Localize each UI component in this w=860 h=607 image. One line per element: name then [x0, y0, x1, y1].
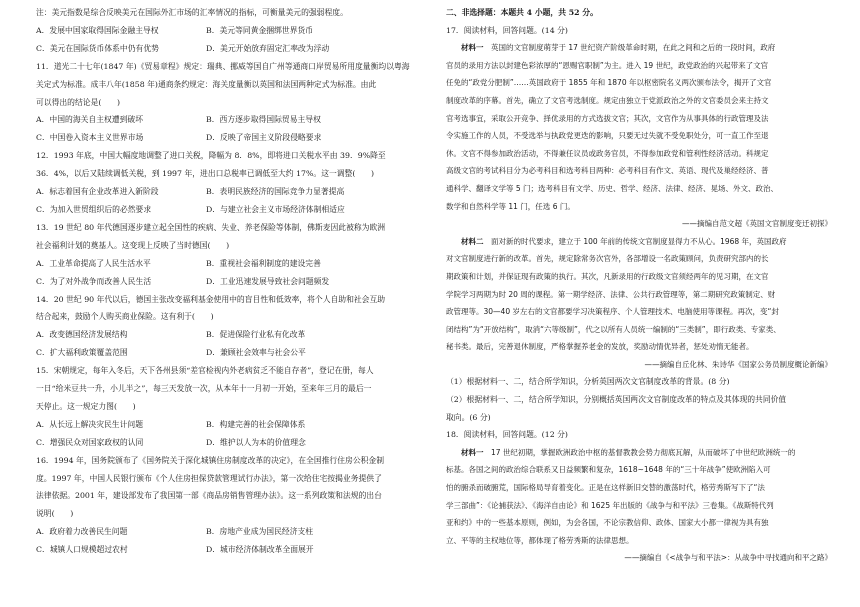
material-3-line-5: 亚和约》中的一些基本原则，例如，为会各国，不论宗教信仰、政体、国家大小都一律视为具有独 [446, 518, 769, 528]
material-3-line-4: 学三部曲”：《论捕获法》、《海洋自由论》和 1625 年出版的《战争与和平法》三卷集。《战斯特代列 [446, 500, 774, 510]
q10-option-d[interactable]: D．美元开始放弃固定汇率改为浮动 [206, 43, 330, 53]
material-1-line-8: 高级文官的考试科目分为必考科目和选考科目两种：必考科目有作文、英语、现代及巢经经济、普 [446, 166, 769, 176]
q11-option-c[interactable]: C．中国卷入资本主义世界市场 [36, 133, 144, 143]
material-1-line-6: 令实施工作的人员，不受选举与执政党更迭的影响，只要无过失就不受免职处分，可一直工作至退 [446, 131, 769, 141]
q14-stem-2: 结合起来，鼓励个人购买商业保险。这有利于( ) [36, 312, 214, 322]
q15-stem-3: 天停止。这一规定力图( ) [36, 401, 136, 411]
q11-stem-3: 可以得出的结论是( ) [36, 97, 121, 107]
q11-options-row1 [36, 111, 430, 129]
chart-note: 注：美元指数是综合反映美元在国际外汇市场的汇率情况的指标，可衡量美元的强弱程度。 [36, 8, 348, 17]
q14-stem-1: 14．20 世纪 90 年代以后，德国主张改变福利基金使用中的盲目性和低效率，将个人自助和社会互助 [36, 294, 386, 304]
q14-options-row2 [36, 344, 430, 362]
material-3-line-6: 立、平等的主权地位等，都体现了格劳秀斯的法律思想。 [446, 535, 634, 545]
material-1-line-2: 官员的录用方法以封建色彩浓厚的“恩赐官职制”为主。进入 19 世纪，政党政治的兴起带来了文官 [446, 60, 769, 70]
q16-option-c[interactable]: C．城镇人口规模超过农村 [36, 545, 128, 555]
q15-option-b[interactable]: B．构建完善的社会保障体系 [206, 419, 306, 429]
material-2-line-5: 政管理等。30—40 岁左右的文官都要学习决策程序、个人管理技术、电脑使用等课程。再次，变“封 [446, 307, 779, 317]
material-3-line-1: 材料一 17 世纪初期，掌握欧洲政治中枢的基督教教会势力彻底瓦解，从而破坏了中世纪欧洲统一的 [461, 447, 796, 457]
q14-option-a[interactable]: A．改变德国经济发展结构 [36, 330, 128, 340]
q15-stem-2: 一日“给米豆共一升，小儿半之”，每三天发放一次，从本年十一月初一开始，至来年三月的最后一 [36, 384, 372, 394]
material-2-line-6: 闭结构”为“开放结构”，取消“六等级制”，代之以所有人员统一编制的“三类制”，即行政类、专家类、 [446, 324, 781, 334]
q12-option-a[interactable]: A．标志着国有企业改革进入新阶段 [36, 187, 159, 197]
q15-option-d[interactable]: D．维护以人为本的价值理念 [206, 437, 306, 447]
q12-stem-1: 12．1993 年底，中国大幅度地调整了进口关税，降幅为 8．8%，即将进口关税水平由 39．9%降至 [36, 151, 386, 161]
material-2-source: ——摘编自丘化林、朱诗华《国家公务员制度概论新编》 [644, 359, 832, 369]
q17-subquestion-1: （1）根据材料一、二，结合所学知识，分析英国两次文官制度改革的背景。(8 分) [446, 377, 730, 387]
q10-options-row2 [36, 40, 430, 58]
q12-options-row2 [36, 201, 430, 219]
q17-heading: 17．阅读材料，回答问题。(14 分) [446, 25, 568, 35]
q12-options-row1 [36, 183, 430, 201]
material-3-line-3: 怕的腑杀而破腑荒，国际格局导育着变化。正是在这样新旧交替的激荡时代，格劳秀斯写下了“法 [446, 483, 765, 493]
material-1-label: 材料一 [461, 43, 484, 53]
q15-stem-1: 15．宋朝规定，每年入冬后，天下各州县须“差官检视内外老病贫乏不能自存者”，登记在册，每人 [36, 366, 374, 376]
q13-option-c[interactable]: C．为了对外战争而改善人民生活 [36, 276, 152, 286]
q15-option-c[interactable]: C．增强民众对国家政权的认同 [36, 437, 144, 447]
q13-option-d[interactable]: D．工业迅速发展导致社会问题频发 [206, 276, 330, 286]
q16-option-d[interactable]: D．城市经济体制改革全面展开 [206, 545, 314, 555]
material-3-line-2: 标基。各国之间的政治综合联系又日益频繁和复杂，1618~1648 年的“三十年战争”使欧洲陷入可 [446, 465, 771, 475]
q12-option-c[interactable]: C．为加入世贸组织后的必然要求 [36, 204, 152, 214]
q13-stem-1: 13．19 世纪 80 年代德国逐步建立起全国性的疾病、失业、养老保险等体制，佛斯麦因此被称为欧洲 [36, 222, 386, 232]
section-heading: 二、非选择题：本题共 4 小题，共 52 分。 [446, 8, 598, 17]
q14-option-b[interactable]: B．促进保险行业私有化改革 [206, 330, 306, 340]
q16-stem-1: 16．1994 年，国务院颁布了《国务院关于深化城镇住房制度改革的决定》，在全国推行住房公积金制 [36, 455, 385, 465]
q13-option-a[interactable]: A．工业革命提高了人民生活水平 [36, 258, 151, 268]
q17-subquestion-2b: 取向。(6 分) [446, 412, 491, 422]
q15-options-row2 [36, 434, 430, 452]
material-1-line-3: 任免的“政党分肥制”……英国政府于 1855 年和 1870 年以枢密院名义两次颁布法令，揭开了文官 [446, 78, 772, 88]
q10-option-b[interactable]: B．美元等同黄金捆绑世界货币 [206, 25, 314, 35]
q16-options-row1 [36, 523, 430, 541]
material-1-line-10: 数学和自然科学等 11 门，任选 6 门。 [446, 201, 575, 211]
q14-options-row1 [36, 326, 430, 344]
material-1-line-4: 制度改革的序幕。首先，确立了文官考选制度。规定由独立于党派政治之外的文官委员会来主持文 [446, 95, 769, 105]
q14-option-d[interactable]: D．兼顾社会效率与社会公平 [206, 348, 306, 358]
q11-stem-2: 关定式为标准。成丰八年(1858 年)通商条约规定：海关度量衡以英国和法国两种定式为标准。由此 [36, 79, 377, 89]
material-2-line-2: 对文官制度进行新的改革。首先，规定除常务次官外，各部增设一名政策顾问，负责研究部内的长 [446, 254, 769, 264]
q16-option-b[interactable]: B．房地产业成为国民经济支柱 [206, 527, 314, 537]
q16-options-row2 [36, 541, 430, 559]
material-1-line-7: 休。文官不得参加政治活动，不得兼任议员或政务官员，不得参加政党和管利性经济活动。科规定 [446, 148, 769, 158]
q12-option-d[interactable]: D．与建立社会主义市场经济体制相适应 [206, 204, 345, 214]
material-2-line-4: 学院学习两期为时 20 周的课程。第一期学经济、法律、公共行政管理等，第二期研究政策制定、财 [446, 289, 776, 299]
q12-stem-2: 36．4%，以后又陆续调低关税，到 1997 年，进出口总税率已调低至大约 17%。这一调整( ) [36, 169, 375, 179]
q11-options-row2 [36, 129, 430, 147]
q13-stem-2: 社会福利计划的奠基人。这变现上反映了当时德国( ) [36, 240, 230, 250]
q10-option-a[interactable]: A．发展中国家取得国际金融主导权 [36, 25, 159, 35]
q12-option-b[interactable]: B．表明民族经济的国际竞争力显著提高 [206, 187, 345, 197]
material-3-label: 材料一 [461, 447, 484, 457]
material-2-line-3: 期政策和计划，并保证现有政策的执行。其次，凡新录用的行政级文官须经两年的见习期，在文官 [446, 271, 769, 281]
material-2-line-7: 秘书类。最后，完善退休制度，严格掌握养老金的发放，奖励动情优异者，惩处劝惰无能者。 [446, 342, 754, 352]
q11-option-d[interactable]: D．反映了帝国主义阶段侵略要求 [206, 133, 322, 143]
q11-stem-1: 11．道光二十七年(1847 年)《贸易章程》规定：瑞典、挪威等国自广州等通商口岸贸易所用度量衡均以粤海 [36, 61, 410, 71]
q16-stem-2: 度。1997 年，中国人民银行颁布《个人住房担保贷款管理试行办法》，第一次给住宅按揭业务提供了 [36, 473, 382, 483]
right-column [446, 4, 832, 567]
q15-options-row1 [36, 416, 430, 434]
q16-option-a[interactable]: A．政府着力改善民生问题 [36, 527, 128, 537]
material-2-label: 材料二 [461, 236, 484, 246]
q13-options-row2 [36, 273, 430, 291]
q10-options-row1 [36, 22, 430, 40]
q16-stem-4: 说明( ) [36, 509, 74, 519]
q17-subquestion-2a: （2）根据材料一、二，结合所学知识，分别概括英国两次文官制度改革的特点及其体现的共同价值 [446, 395, 787, 405]
q16-stem-3: 法律依据。2001 年，建设部发布了我国第一部《商品房销售管理办法》。这一系列政策和法规的出台 [36, 491, 382, 501]
material-1-line-1: 材料一 英国的文官制度萌芽于 17 世纪资产阶级革命时期，在此之间和之后的一段时间，政府 [461, 43, 776, 53]
material-2-line-1: 材料二 面对新的时代要求，建立于 100 年前的传统文官制度显得力不从心。1968 年，英国政府 [461, 236, 787, 246]
q18-heading: 18．阅读材料，回答问题。(12 分) [446, 430, 568, 440]
q11-option-a[interactable]: A．中国的海关自主权遭到破坏 [36, 115, 143, 125]
material-1-source: ——摘编自范文超《英国文官制度变迁初探》 [682, 219, 832, 229]
material-1-line-9: 通科学、翻译文学等 5 门；选考科目有文学、历史、哲学、经济、法律、经济、晃场、外文、政治、 [446, 183, 779, 193]
material-3-source: ——摘编自《<战争与和平法>：从战争中寻找通向和平之路》 [624, 553, 832, 563]
q13-options-row1 [36, 255, 430, 273]
q10-option-c[interactable]: C．美元在国际货币体系中仍有优势 [36, 43, 159, 53]
q15-option-a[interactable]: A．从长远上解决灾民生计问题 [36, 419, 143, 429]
q11-option-b[interactable]: B．西方逐步取得国际贸易主导权 [206, 115, 321, 125]
left-column [36, 4, 430, 559]
q14-option-c[interactable]: C．扩大福利政策覆盖范围 [36, 348, 128, 358]
material-1-line-5: 官考选事宜，采取公开竞争、择优录用的方式选拔文官；其次，文官作为从事具体的行政管理及法 [446, 113, 769, 123]
q13-option-b[interactable]: B．重视社会福利制度的建设完善 [206, 258, 321, 268]
